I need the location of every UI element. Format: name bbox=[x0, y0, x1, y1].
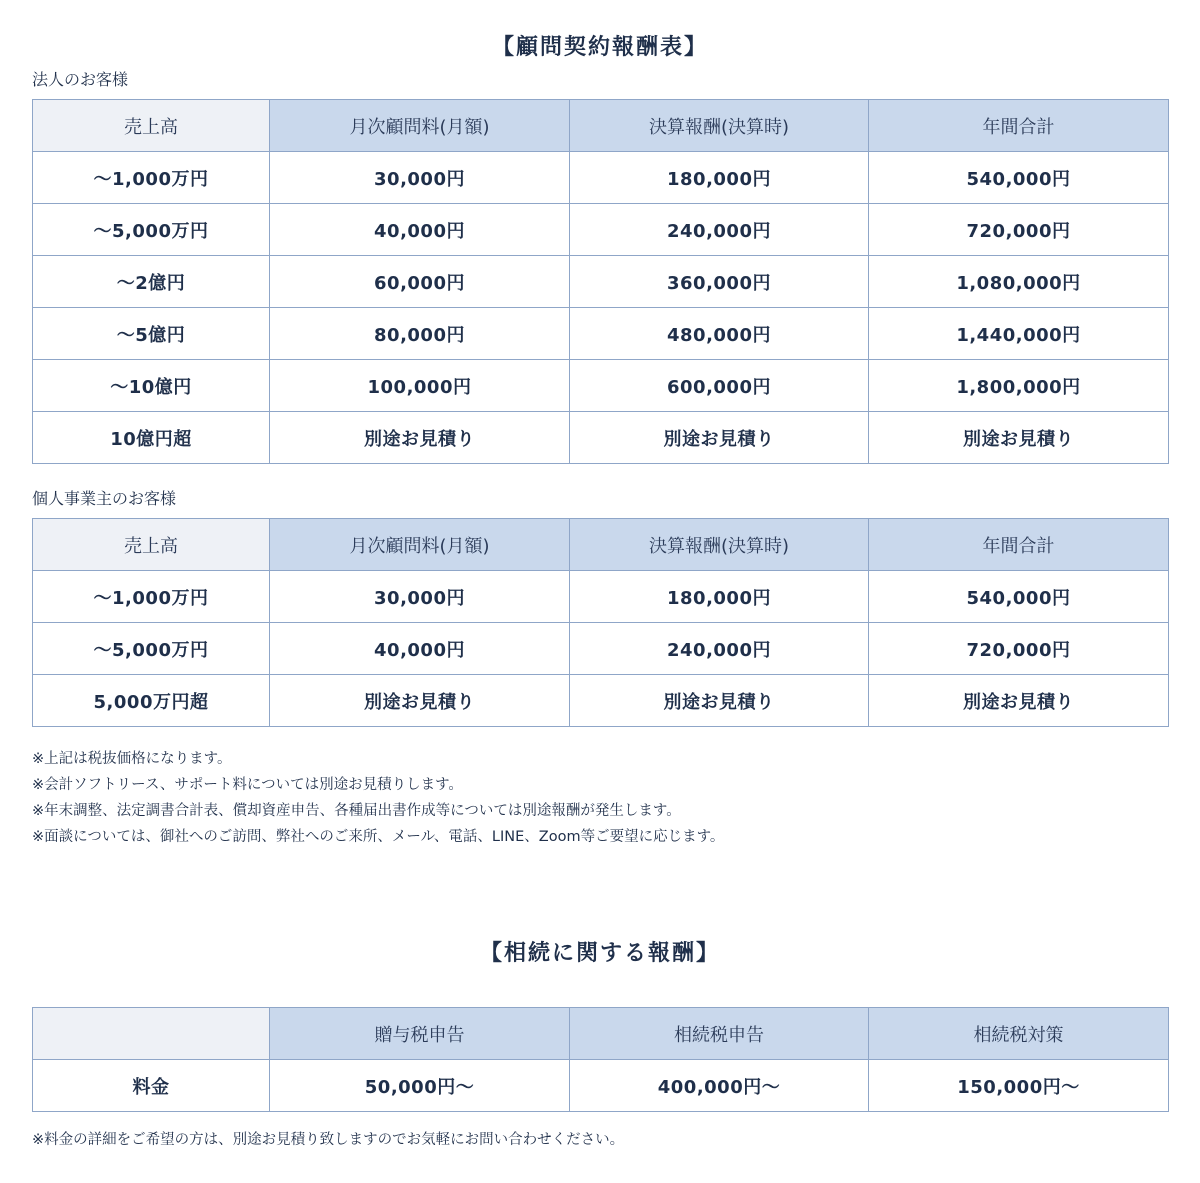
cell: 240,000円 bbox=[570, 623, 869, 675]
cell: 1,800,000円 bbox=[869, 360, 1169, 412]
table-header-row bbox=[33, 100, 1169, 152]
header-monthly-fee: 月次顧問料(月額) bbox=[270, 100, 570, 152]
cell: 料金 bbox=[33, 1060, 270, 1112]
cell: 別途お見積り bbox=[270, 412, 570, 464]
cell: 60,000円 bbox=[270, 256, 570, 308]
table-row bbox=[33, 412, 1169, 464]
cell: 480,000円 bbox=[570, 308, 869, 360]
cell: 240,000円 bbox=[570, 204, 869, 256]
note-line: ※会計ソフトリース、サポート料については別途お見積りします。 bbox=[32, 777, 463, 793]
header-settlement-fee: 決算報酬(決算時) bbox=[570, 519, 869, 571]
cell: ～2億円 bbox=[33, 256, 270, 308]
table-row bbox=[33, 623, 1169, 675]
note-line: ※面談については、御社へのご訪問、弊社へのご来所、メール、電話、LINE、Zoom等ご要望に応じます。 bbox=[32, 829, 725, 845]
cell: 40,000円 bbox=[270, 623, 570, 675]
cell: 180,000円 bbox=[570, 571, 869, 623]
individual-fee-table bbox=[32, 518, 1169, 727]
cell: 50,000円～ bbox=[270, 1060, 570, 1112]
cell: 600,000円 bbox=[570, 360, 869, 412]
cell: 1,440,000円 bbox=[869, 308, 1169, 360]
header-inheritance-tax: 相続税申告 bbox=[570, 1008, 869, 1060]
header-sales: 売上高 bbox=[33, 100, 270, 152]
cell: 30,000円 bbox=[270, 571, 570, 623]
corporate-label: 法人のお客様 bbox=[32, 70, 129, 89]
cell: 30,000円 bbox=[270, 152, 570, 204]
header-monthly-fee: 月次顧問料(月額) bbox=[270, 519, 570, 571]
cell: 100,000円 bbox=[270, 360, 570, 412]
cell: 別途お見積り bbox=[570, 412, 869, 464]
cell: 別途お見積り bbox=[270, 675, 570, 727]
cell: ～5,000万円 bbox=[33, 204, 270, 256]
advisory-title: 【顧問契約報酬表】 bbox=[491, 35, 708, 60]
header-inheritance-planning: 相続税対策 bbox=[869, 1008, 1169, 1060]
inheritance-title: 【相続に関する報酬】 bbox=[479, 941, 720, 966]
table-row bbox=[33, 204, 1169, 256]
table-row bbox=[33, 571, 1169, 623]
table-header-row bbox=[33, 519, 1169, 571]
cell: 540,000円 bbox=[869, 152, 1169, 204]
cell: 360,000円 bbox=[570, 256, 869, 308]
cell: 別途お見積り bbox=[570, 675, 869, 727]
cell: 別途お見積り bbox=[869, 412, 1169, 464]
note-line: ※料金の詳細をご希望の方は、別途お見積り致しますのでお気軽にお問い合わせください。 bbox=[32, 1132, 625, 1148]
cell: 10億円超 bbox=[33, 412, 270, 464]
inheritance-notes bbox=[32, 1127, 624, 1153]
header-gift-tax: 贈与税申告 bbox=[270, 1008, 570, 1060]
header-settlement-fee: 決算報酬(決算時) bbox=[570, 100, 869, 152]
individual-label: 個人事業主のお客様 bbox=[32, 489, 177, 508]
cell: 80,000円 bbox=[270, 308, 570, 360]
note-line: ※上記は税抜価格になります。 bbox=[32, 751, 232, 767]
cell: ～1,000万円 bbox=[33, 152, 270, 204]
table-header-row bbox=[33, 1008, 1169, 1060]
cell: 720,000円 bbox=[869, 204, 1169, 256]
inheritance-fee-table bbox=[32, 1007, 1169, 1112]
note-line: ※年末調整、法定調書合計表、償却資産申告、各種届出書作成等については別途報酬が発生します。 bbox=[32, 803, 681, 819]
cell: 150,000円～ bbox=[869, 1060, 1169, 1112]
cell: 別途お見積り bbox=[869, 675, 1169, 727]
header-sales: 売上高 bbox=[33, 519, 270, 571]
table-row bbox=[33, 256, 1169, 308]
header-annual-total: 年間合計 bbox=[869, 519, 1169, 571]
cell: 720,000円 bbox=[869, 623, 1169, 675]
table-row bbox=[33, 1060, 1169, 1112]
cell: 1,080,000円 bbox=[869, 256, 1169, 308]
table-row bbox=[33, 675, 1169, 727]
cell: 540,000円 bbox=[869, 571, 1169, 623]
header-annual-total: 年間合計 bbox=[869, 100, 1169, 152]
table-row bbox=[33, 360, 1169, 412]
cell: 400,000円～ bbox=[570, 1060, 869, 1112]
cell: 5,000万円超 bbox=[33, 675, 270, 727]
corporate-fee-table bbox=[32, 99, 1169, 464]
cell: ～1,000万円 bbox=[33, 571, 270, 623]
advisory-notes bbox=[32, 746, 724, 850]
cell: ～5億円 bbox=[33, 308, 270, 360]
table-row bbox=[33, 308, 1169, 360]
header-blank bbox=[33, 1008, 270, 1060]
cell: 40,000円 bbox=[270, 204, 570, 256]
cell: ～5,000万円 bbox=[33, 623, 270, 675]
cell: ～10億円 bbox=[33, 360, 270, 412]
cell: 180,000円 bbox=[570, 152, 869, 204]
table-row bbox=[33, 152, 1169, 204]
